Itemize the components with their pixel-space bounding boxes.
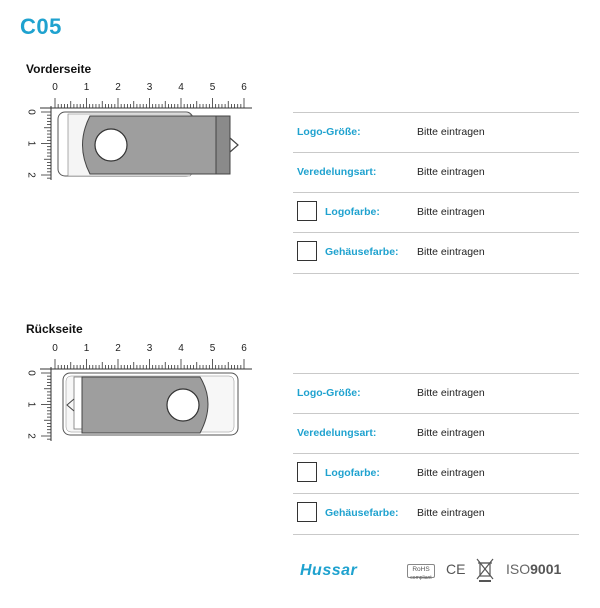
front-ruler-drawing: [20, 78, 270, 183]
field-label: Veredelungsart:: [297, 427, 377, 439]
ruler-side-label: 1: [25, 401, 37, 408]
field-label: Logofarbe:: [325, 206, 380, 218]
ruler-side-label: 0: [25, 370, 37, 376]
color-checkbox[interactable]: [297, 201, 317, 221]
side-ruler: [25, 367, 51, 441]
color-checkbox[interactable]: [297, 241, 317, 261]
weee-bin-icon: [476, 557, 494, 583]
ruler-tick-label: 5: [209, 82, 216, 93]
ruler-tick-label: 4: [178, 343, 184, 354]
field-label: Logo-Größe:: [297, 126, 361, 138]
side-ruler: [25, 106, 51, 180]
color-checkbox[interactable]: [297, 462, 317, 482]
field-label: Gehäusefarbe:: [325, 507, 399, 519]
color-checkbox[interactable]: [297, 502, 317, 522]
ruler-tick-label: 2: [115, 343, 121, 354]
field-value[interactable]: Bitte eintragen: [417, 387, 485, 399]
ruler-tick-label: 6: [241, 82, 247, 93]
form-row: [293, 152, 579, 193]
section-title-front: Vorderseite: [26, 62, 92, 76]
rohs-sublabel: compliant: [410, 575, 432, 581]
field-label: Logofarbe:: [325, 467, 380, 479]
form-row: [293, 232, 579, 274]
ruler-tick-label: 3: [146, 82, 153, 93]
ruler-tick-label: 6: [241, 343, 247, 354]
field-value[interactable]: Bitte eintragen: [417, 126, 485, 138]
iso-9001-mark: [506, 561, 561, 577]
ruler-tick-label: 1: [83, 343, 90, 354]
field-label: Gehäusefarbe:: [325, 246, 399, 258]
top-ruler: [40, 82, 252, 108]
iso-prefix: ISO: [506, 561, 531, 577]
usb-stick-front: [58, 112, 238, 176]
form-row: [293, 192, 579, 233]
field-value[interactable]: Bitte eintragen: [417, 206, 485, 218]
rohs-label: RoHS: [412, 566, 430, 573]
rohs-badge: [407, 564, 435, 581]
ruler-side-label: 0: [25, 109, 37, 115]
field-label: Veredelungsart:: [297, 166, 377, 178]
usb-stick-back: [63, 373, 238, 435]
ruler-side-label: 2: [25, 172, 37, 178]
back-ruler-drawing: [20, 339, 270, 444]
ruler-tick-label: 5: [209, 343, 216, 354]
top-ruler: [40, 343, 252, 369]
ruler-side-label: 2: [25, 433, 37, 439]
ruler-tick-label: 0: [52, 343, 58, 354]
ruler-tick-label: 2: [115, 82, 121, 93]
ce-mark: CE: [446, 561, 466, 577]
form-row: [293, 112, 579, 153]
field-label: Logo-Größe:: [297, 387, 361, 399]
form-row: [293, 413, 579, 454]
section-title-back: Rückseite: [26, 322, 83, 336]
field-value[interactable]: Bitte eintragen: [417, 246, 485, 258]
ruler-tick-label: 3: [146, 343, 153, 354]
hussar-logo: Hussar: [300, 562, 358, 579]
form-row: [293, 493, 579, 535]
field-value[interactable]: Bitte eintragen: [417, 507, 485, 519]
form-row: [293, 373, 579, 414]
field-value[interactable]: Bitte eintragen: [417, 427, 485, 439]
field-value[interactable]: Bitte eintragen: [417, 467, 485, 479]
ruler-tick-label: 1: [83, 82, 90, 93]
ruler-tick-label: 4: [178, 82, 184, 93]
iso-number: 9001: [530, 561, 562, 577]
product-code: C05: [20, 14, 62, 39]
ruler-tick-label: 0: [52, 82, 58, 93]
field-value[interactable]: Bitte eintragen: [417, 166, 485, 178]
ruler-side-label: 1: [25, 140, 37, 147]
form-row: [293, 453, 579, 494]
